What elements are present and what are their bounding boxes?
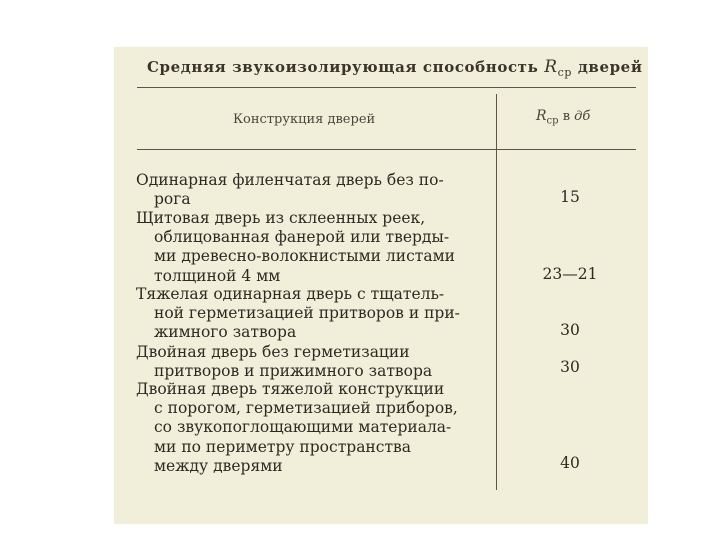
table-title: [147, 57, 647, 79]
header-unit-prefix: в: [562, 109, 571, 124]
row-2-line-4: толщиной 4 мм: [154, 266, 281, 285]
title-subscript: ср: [557, 66, 572, 79]
row-5-line-5: между дверями: [154, 456, 283, 475]
row-5-line-4: ми по периметру пространства: [154, 437, 411, 456]
header-subscript: ср: [546, 115, 559, 127]
header-construction: Конструкция дверей: [233, 112, 376, 127]
header-symbol: R: [536, 108, 547, 124]
table-row-2-text: [136, 209, 476, 286]
row-2-line-3: ми древесно-волокнистыми листами: [154, 247, 455, 266]
top-rule: [137, 87, 636, 88]
row-5-line-3: со звукопоглощающими материала-: [154, 418, 452, 437]
row-5-line-2: с порогом, герметизацией приборов,: [154, 399, 458, 418]
table-row-5-text: [136, 380, 476, 476]
header-rule: [137, 149, 636, 150]
table-row-4-value: 30: [560, 358, 580, 376]
table-row-5-value: 40: [560, 454, 580, 472]
row-2-line-1: Щитовая дверь из склеенных реек,: [136, 209, 426, 227]
row-5-line-1: Двойная дверь тяжелой конструкции: [136, 380, 445, 398]
title-symbol: R: [544, 57, 558, 77]
row-3-line-1: Тяжелая одинарная дверь с тщатель-: [136, 285, 445, 303]
row-2-line-2: облицованная фанерой или тверды-: [154, 228, 450, 247]
title-text: Средняя звукоизолирующая способность: [147, 58, 539, 76]
table-row-1-text: [136, 171, 476, 209]
table-row-2-value: 23—21: [542, 265, 598, 283]
row-4-line-2: притворов и прижимного затвора: [154, 362, 433, 381]
table-row-3-value: 30: [560, 321, 580, 339]
row-3-line-2: ной герметизацией притворов и при-: [154, 304, 460, 323]
table-row-3-text: [136, 285, 476, 343]
row-1-line-1: Одинарная филенчатая дверь без по-: [136, 171, 444, 189]
title-suffix: дверей: [577, 58, 643, 76]
header-unit: дб: [574, 109, 591, 124]
table-row-1-value: 15: [560, 188, 580, 206]
header-value: [536, 108, 590, 127]
table-row-4-text: [136, 343, 476, 381]
row-1-line-2: рога: [154, 190, 191, 209]
row-3-line-3: жимного затвора: [154, 323, 297, 342]
row-4-line-1: Двойная дверь без герметизации: [136, 343, 410, 361]
column-divider: [496, 94, 497, 490]
